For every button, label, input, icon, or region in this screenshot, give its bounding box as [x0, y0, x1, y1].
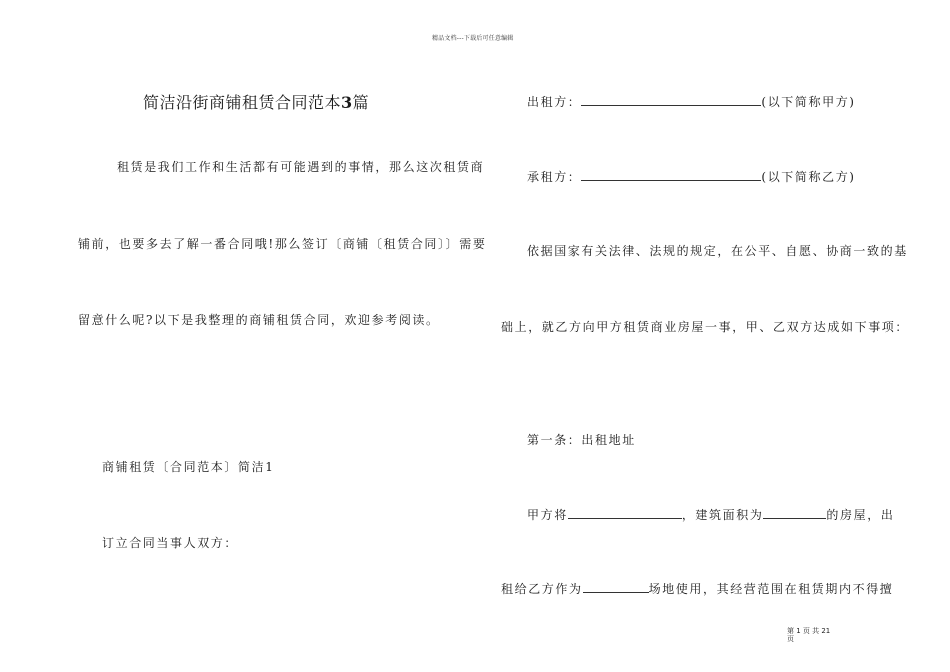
article1-line-2: [501, 580, 893, 597]
basis-line-1: 依据国家有关法律、法规的规定，在公平、自愿、协商一致的基: [527, 244, 908, 258]
title-number: 3: [341, 93, 353, 112]
lessee-suffix: (以下简称乙方): [761, 170, 856, 184]
page-number: [787, 627, 830, 643]
header-watermark: 精品文档---下载后可任意编辑: [432, 35, 514, 42]
article1-line1-b: ，建筑面积为: [681, 508, 764, 522]
article1-line2-b: 场地使用，其经营范围在租赁期内不得擅: [648, 582, 894, 596]
area-blank: [763, 507, 826, 519]
lessee-blank: [581, 169, 761, 181]
lessor-line: [527, 93, 856, 110]
lessor-label: 出租方：: [527, 95, 582, 109]
page-number-line-2: 页: [787, 635, 794, 643]
parties-line: 订立合同当事人双方：: [102, 536, 239, 550]
page-number-line-1: 第 1 页 共 21: [787, 627, 831, 635]
intro-line-3: 留意什么呢?以下是我整理的商铺租赁合同，欢迎参考阅读。: [78, 313, 440, 327]
document-title: [143, 90, 369, 113]
title-suffix: 篇: [352, 93, 370, 112]
address-blank: [568, 507, 682, 519]
article1-heading: 第一条：出租地址: [527, 433, 636, 447]
article1-line1-c: 的房屋，出: [826, 508, 895, 522]
section-heading: 商铺租赁〔合同范本〕简洁1: [102, 460, 275, 474]
lessee-label: 承租方：: [527, 170, 582, 184]
title-text: 简洁沿街商铺租赁合同范本: [143, 93, 342, 112]
article1-line2-a: 租给乙方作为: [501, 582, 583, 596]
article1-line1-a: 甲方将: [527, 508, 568, 522]
basis-line-2: 础上，就乙方向甲方租赁商业房屋一事，甲、乙双方达成如下事项：: [501, 320, 910, 334]
lessee-line: [527, 168, 856, 185]
lessor-suffix: (以下简称甲方): [761, 95, 856, 109]
usage-blank: [583, 581, 649, 593]
article1-line-1: [527, 506, 894, 523]
intro-line-2: 铺前，也要多去了解一番合同哦!那么签订〔商铺〔租赁合同〕〕需要: [78, 237, 487, 251]
lessor-blank: [581, 94, 761, 106]
intro-line-1: 租赁是我们工作和生活都有可能遇到的事情，那么这次租赁商: [117, 160, 485, 174]
